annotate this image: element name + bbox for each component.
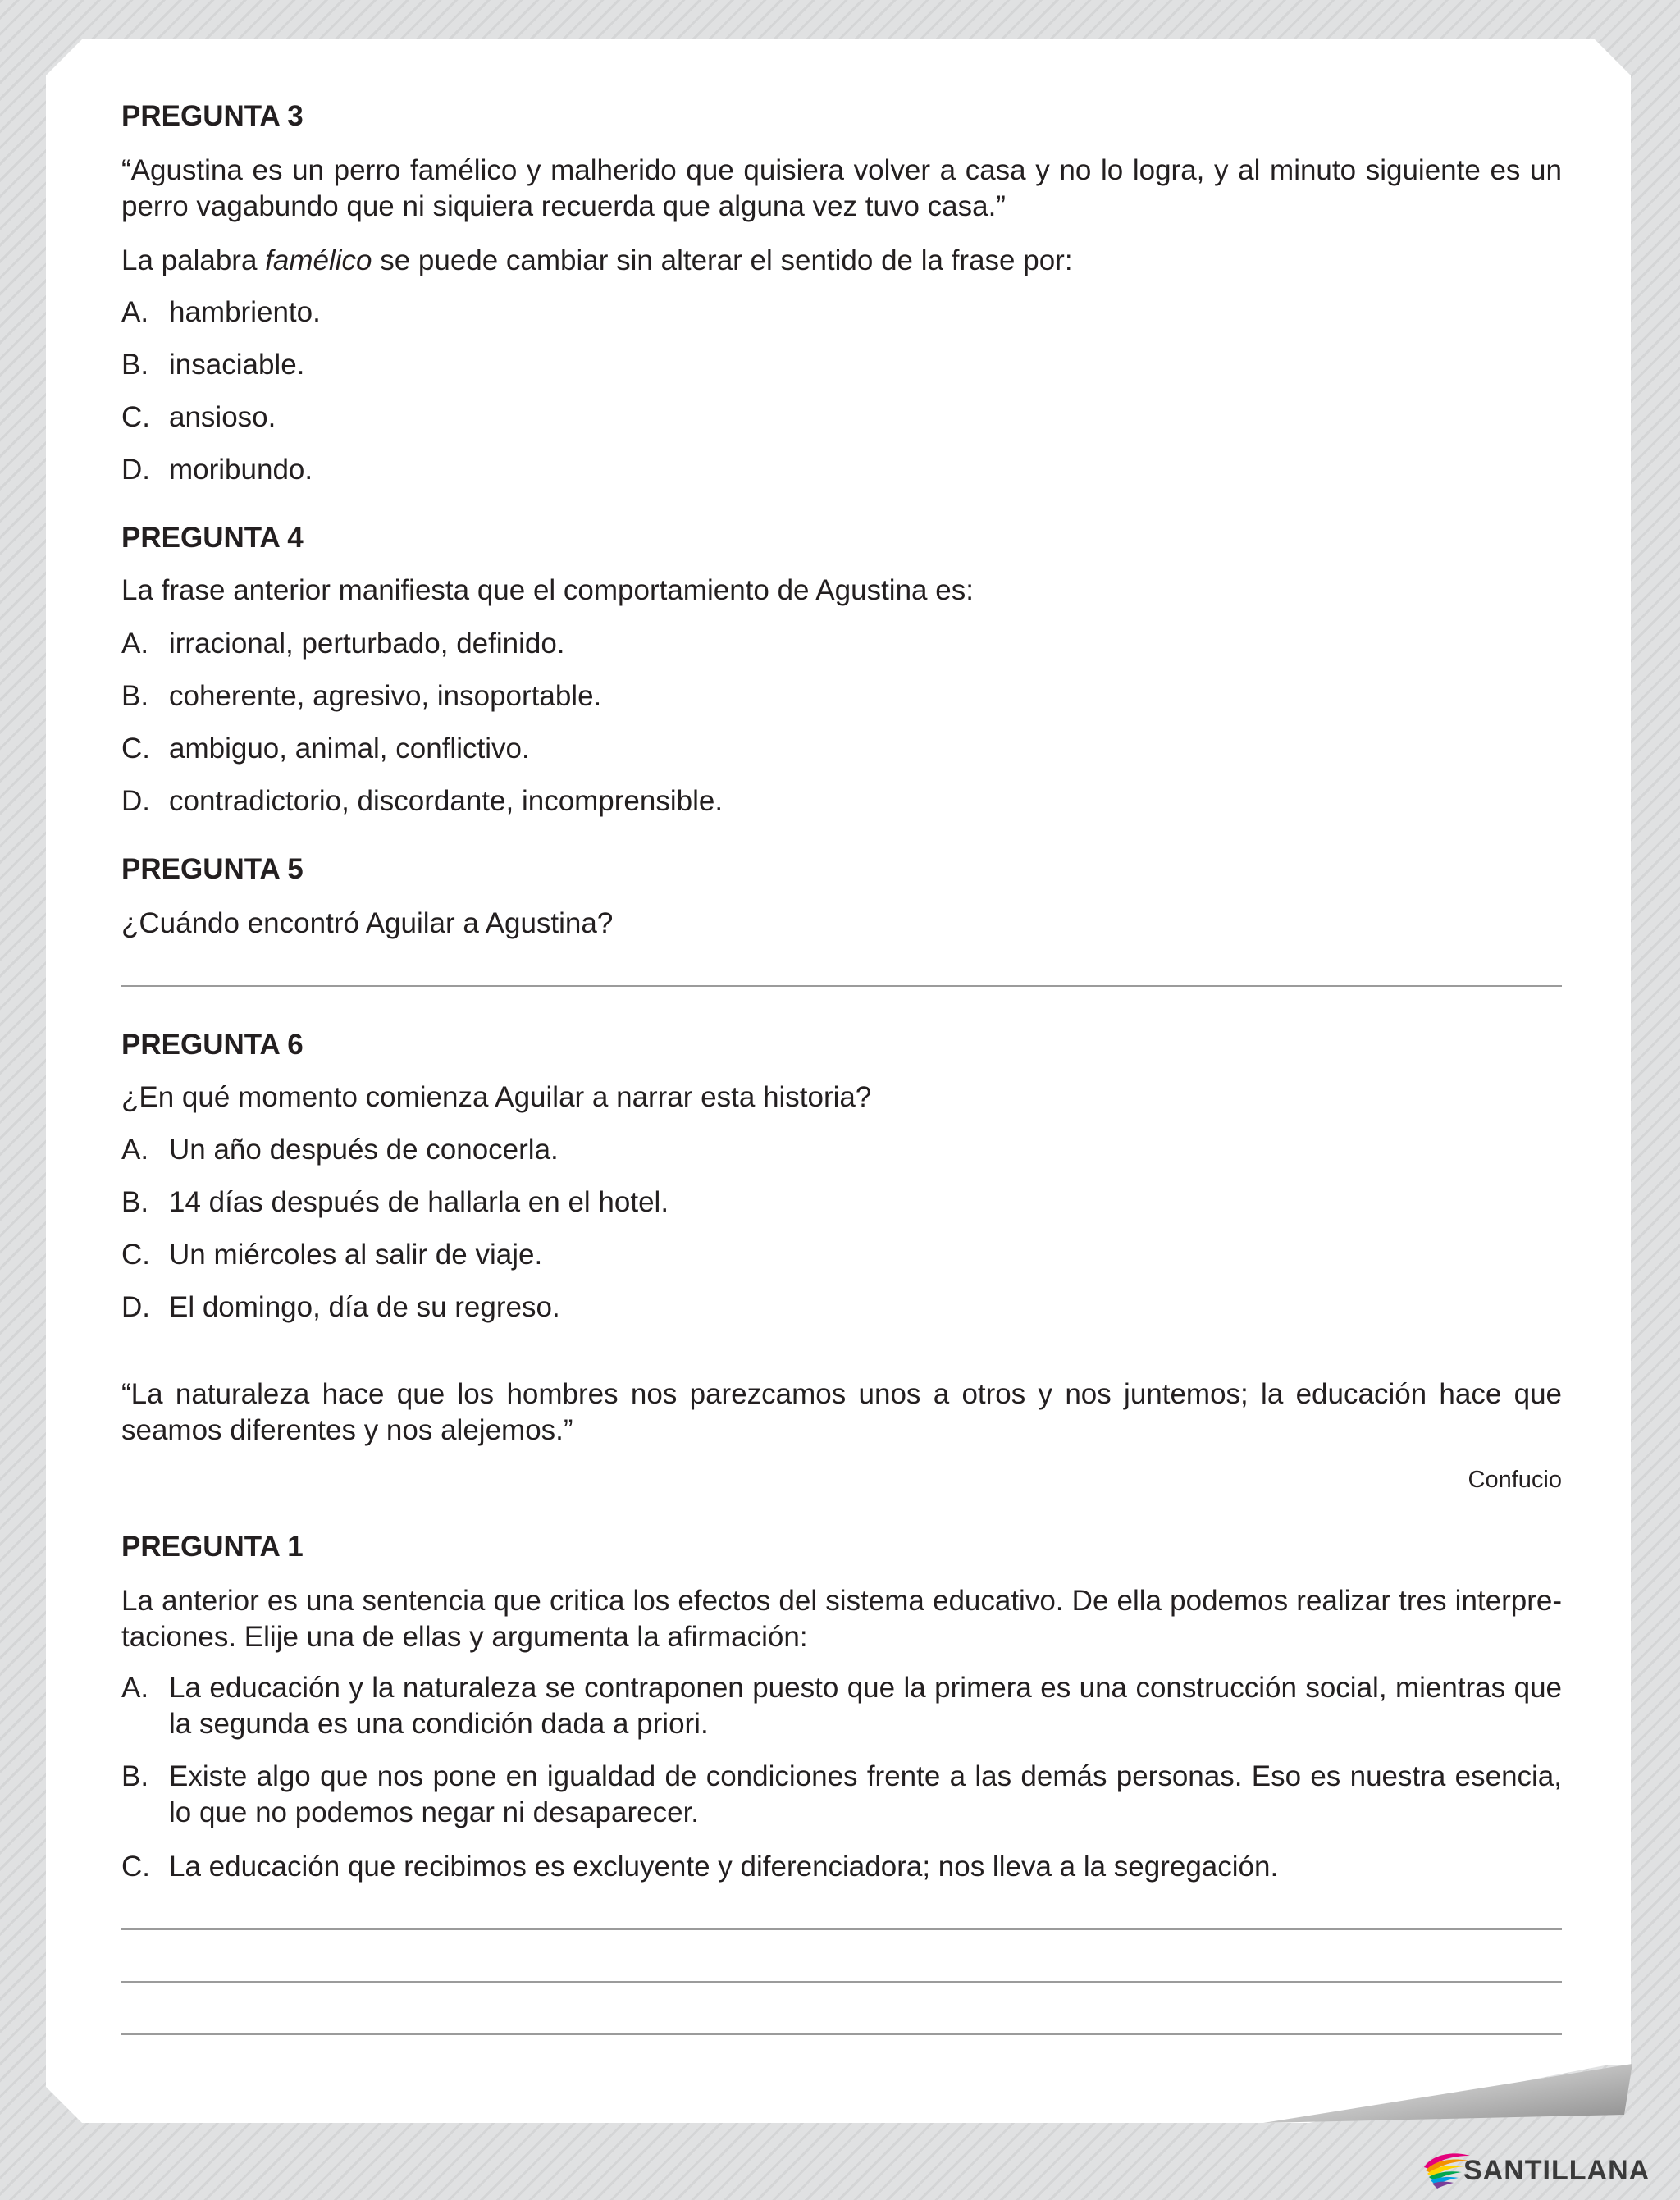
question-3-option-b[interactable]: B. insaciable.: [121, 349, 305, 381]
answer-line-3[interactable]: [121, 2033, 1562, 2035]
question-3-quote: “Agustina es un perro famélico y malherido que quisiera volver a casa y no lo logra, y al minuto siguiente es un perro vagabundo que ni siquiera recuerda que alguna vez tuvo casa.”: [121, 154, 1562, 222]
question-1-title: PREGUNTA 1: [121, 1531, 304, 1563]
question-4-option-c[interactable]: C. ambiguo, animal, conflictivo.: [121, 733, 530, 765]
question-3-option-a[interactable]: A. hambriento.: [121, 296, 321, 328]
question-6-option-d[interactable]: D. El domingo, día de su regreso.: [121, 1291, 560, 1323]
question-5-prompt: ¿Cuándo encontró Aguilar a Agustina?: [121, 907, 614, 939]
answer-line-2[interactable]: [121, 1981, 1562, 1983]
question-4-option-d[interactable]: D. contradictorio, discordante, incomprensible.: [121, 785, 724, 817]
question-3-prompt: La palabra famélico se puede cambiar sin alterar el sentido de la frase por:: [121, 244, 1073, 276]
question-4-option-b[interactable]: B. coherente, agresivo, insoportable.: [121, 680, 602, 712]
question-1-option-b[interactable]: B. Existe algo que nos pone en igualdad de condiciones frente a las demás personas. Eso es nuestra esencia, lo que no podemos negar ni desaparecer.: [121, 1760, 1562, 1828]
question-3-option-d[interactable]: D. moribundo.: [121, 454, 313, 486]
question-6-option-b[interactable]: B. 14 días después de hallarla en el hotel.: [121, 1186, 669, 1218]
santillana-logo: [1421, 2151, 1650, 2189]
question-3-option-c[interactable]: C. ansioso.: [121, 401, 276, 433]
question-4-title: PREGUNTA 4: [121, 522, 304, 554]
question-4-option-a[interactable]: A. irracional, perturbado, definido.: [121, 628, 565, 660]
question-1-option-c[interactable]: C. La educación que recibimos es excluyente y diferenciadora; nos lleva a la segregación.: [121, 1851, 1279, 1883]
quote-author: Confucio: [1468, 1467, 1562, 1493]
question-4-prompt: La frase anterior manifiesta que el comportamiento de Agustina es:: [121, 574, 974, 606]
confucio-quote: “La naturaleza hace que los hombres nos parezcamos unos a otros y nos juntemos; la educación hace que seamos diferentes y nos alejemos.”: [121, 1378, 1562, 1446]
question-6-prompt: ¿En qué momento comienza Aguilar a narrar esta historia?: [121, 1081, 872, 1113]
answer-line-1[interactable]: [121, 1928, 1562, 1930]
highlighted-word: famélico: [265, 244, 372, 276]
question-5-title: PREGUNTA 5: [121, 853, 304, 885]
question-1-option-a[interactable]: A. La educación y la naturaleza se contraponen puesto que la primera es una construcción social, mientras que la segunda es una condición dada a priori.: [121, 1672, 1562, 1740]
question-5-answer-line[interactable]: [121, 985, 1562, 987]
question-6-title: PREGUNTA 6: [121, 1029, 304, 1061]
question-6-option-a[interactable]: A. Un año después de conocerla.: [121, 1134, 559, 1166]
question-3-title: PREGUNTA 3: [121, 100, 304, 132]
santillana-logo-text: SANTILLANA: [1463, 2155, 1650, 2186]
question-6-option-c[interactable]: C. Un miércoles al salir de viaje.: [121, 1239, 543, 1271]
question-1-prompt: La anterior es una sentencia que critica los efectos del sistema educativo. De ella podemos realizar tres interpre-taciones. Elije una de ellas y argumenta la afirmación:: [121, 1585, 1562, 1653]
logo-stripe-6: [1432, 2182, 1454, 2189]
